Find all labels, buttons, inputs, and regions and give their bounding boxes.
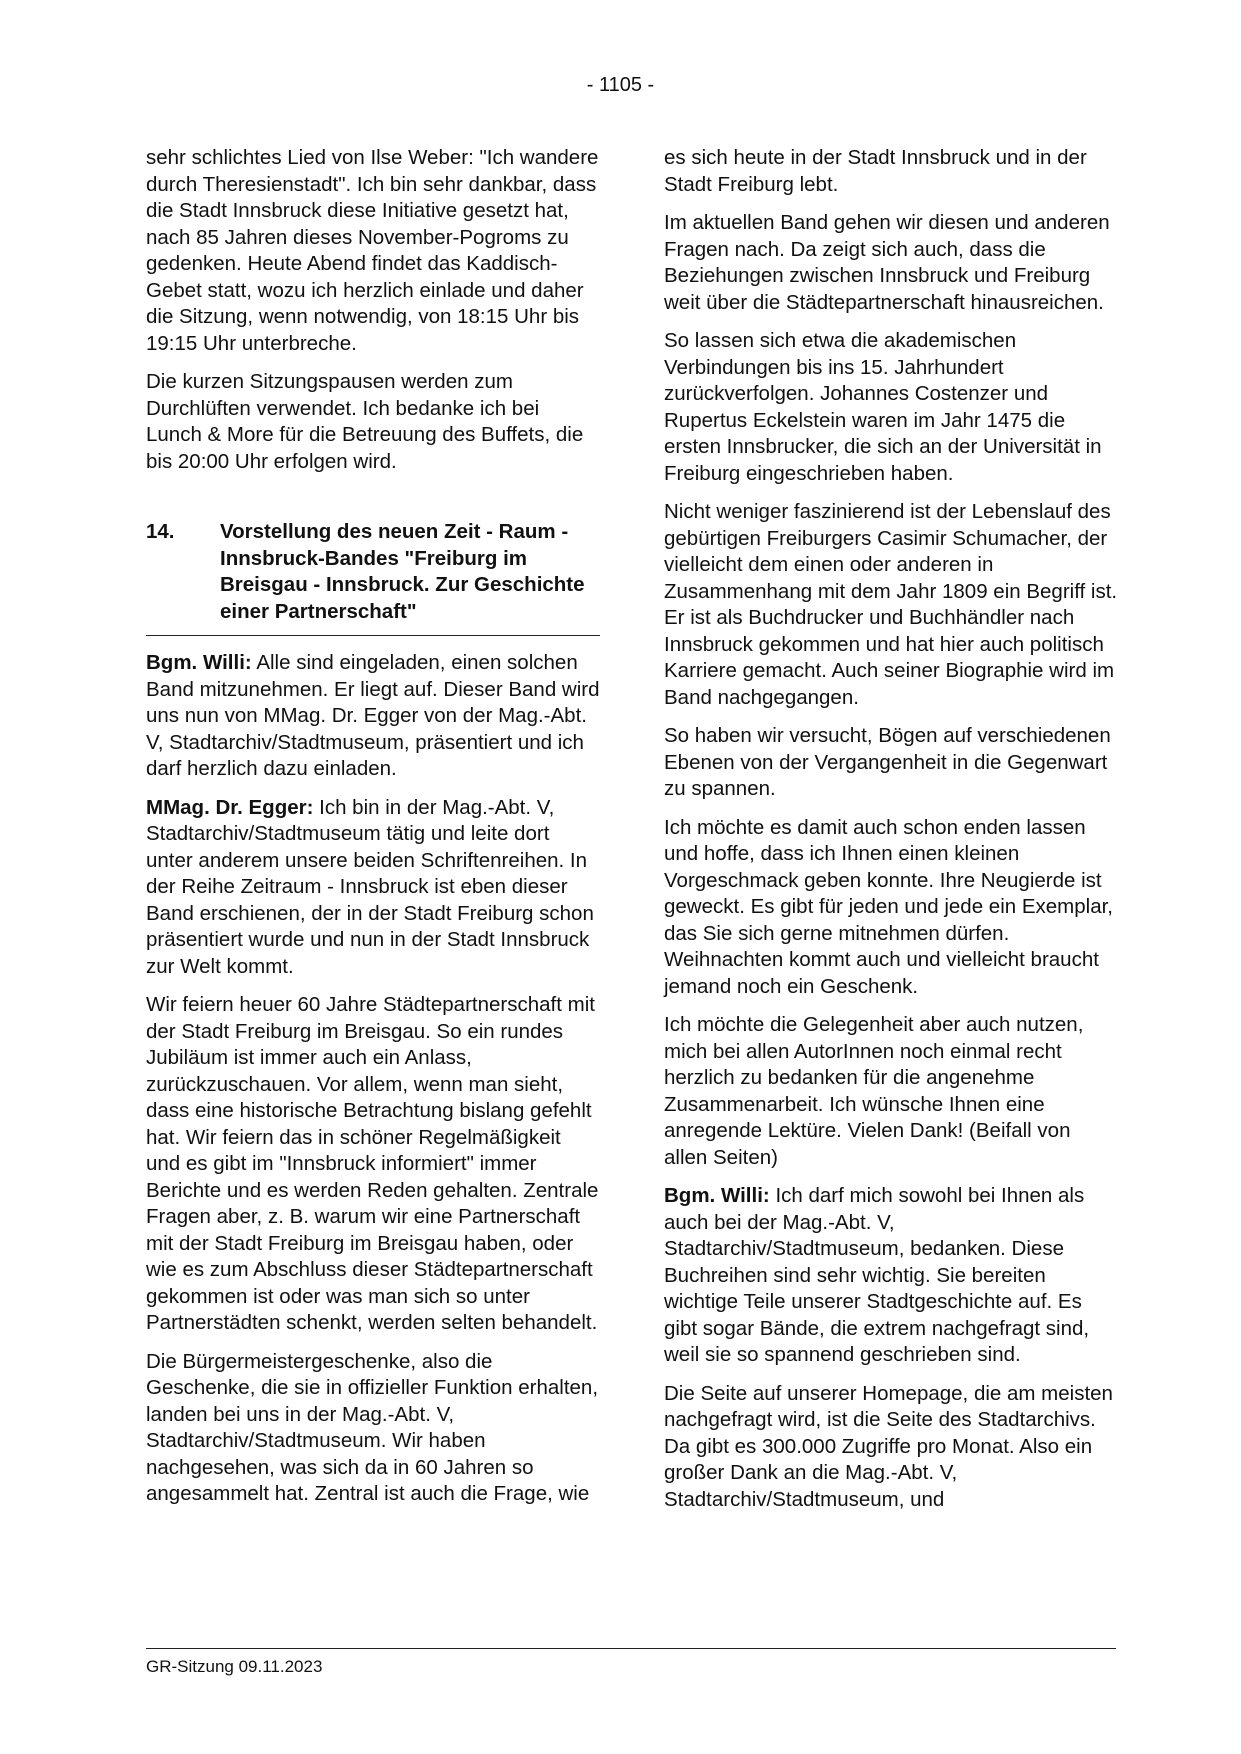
paragraph: So haben wir versucht, Bögen auf verschiedenen Ebenen von der Vergangenheit in die Gegenwart zu spannen.: [664, 724, 1111, 800]
paragraph: es sich heute in der Stadt Innsbruck und in der Stadt Freiburg lebt.: [664, 146, 1087, 196]
agenda-number: 14.: [146, 520, 175, 543]
paragraph: Nicht weniger faszinierend ist der Lebenslauf des gebürtigen Freiburgers Casimir Schumacher, der vielleicht dem einen oder anderen in Zusammenhang mit dem Jahr 1809 ein Begriff ist. Er ist als Buchdrucker und Buchhändler nach Innsbruck gekommen und hat hier auch politisch Karriere gemacht. Auch seiner Biographie wird im Band nachgegangen.: [664, 500, 1118, 709]
paragraph: Die Seite auf unserer Homepage, die am meisten nachgefragt wird, ist die Seite des Stadtarchivs. Da gibt es 300.000 Zugriffe pro Monat. Also ein großer Dank an die Mag.-Abt. V, Stadtarchiv/Stadtmuseum, und: [664, 1381, 1113, 1511]
agenda-item-heading: [146, 519, 600, 636]
speech-paragraph: [146, 650, 600, 783]
paragraph: Ich möchte es damit auch schon enden lassen und hoffe, dass ich Ihnen einen kleinen Vorgeschmack geben konnte. Ihre Neugierde ist geweckt. Es gibt für jeden und jede ein Exemplar, das Sie sich gerne mitnehmen dürfen. Weihnachten kommt auch und vielleicht braucht jemand noch ein Geschenk.: [664, 815, 1113, 998]
paragraph: sehr schlichtes Lied von Ilse Weber: "Ich wandere durch Theresienstadt". Ich bin sehr dankbar, dass die Stadt Innsbruck diese Initiative gesetzt hat, nach 85 Jahren dieses November-Pogroms zu gedenken. Heute Abend findet das Kaddisch-Gebet statt, wozu ich herzlich einlade und daher die Sitzung, wenn notwendig, von 18:15 Uhr bis 19:15 Uhr unterbreche.: [146, 146, 599, 355]
speaker-name: Bgm. Willi:: [146, 651, 252, 674]
page-number: - 1105 -: [586, 74, 655, 96]
speech-text: Ich darf mich sowohl bei Ihnen als auch bei der Mag.-Abt. V, Stadtarchiv/Stadtmuseum, bedanken. Diese Buchreihen sind sehr wichtig. Sie bereiten wichtige Teile unserer Stadtgeschichte auf. Es gibt sogar Bände, die extrem nachgefragt sind, weil sie so spannend geschrieben sind.: [664, 1184, 1090, 1366]
paragraph: Im aktuellen Band gehen wir diesen und anderen Fragen nach. Da zeigt sich auch, dass die Beziehungen zwischen Innsbruck und Freiburg weit über die Städtepartnerschaft hinausreichen.: [664, 211, 1110, 314]
speech-paragraph: [664, 1183, 1118, 1369]
right-column: [664, 145, 1118, 1525]
speech-text: Ich bin in der Mag.-Abt. V, Stadtarchiv/Stadtmuseum tätig und leite dort unter anderem unsere beiden Schriftenreihen. In der Reihe Zeitraum - Innsbruck ist eben dieser Band erschienen, der in der Stadt Freiburg schon präsentiert wurde und nun in der Stadt Innsbruck zur Welt kommt.: [146, 795, 594, 978]
left-column: [146, 145, 600, 1520]
paragraph: Ich möchte die Gelegenheit aber auch nutzen, mich bei allen AutorInnen noch einmal recht herzlich zu bedanken für die angenehme Zusammenarbeit. Ich wünsche Ihnen eine anregende Lektüre. Vielen Dank! (Beifall von allen Seiten): [664, 1013, 1084, 1169]
footer-session-label: GR-Sitzung 09.11.2023: [146, 1657, 323, 1676]
paragraph: Wir feiern heuer 60 Jahre Städtepartnerschaft mit der Stadt Freiburg im Breisgau. So ein rundes Jubiläum ist immer auch ein Anlass, zurückzuschauen. Vor allem, wenn man sieht, dass eine historische Betrachtung bislang gefehlt hat. Wir feiern das in schöner Regelmäßigkeit und es gibt im "Innsbruck informiert" immer Berichte und es werden Reden gehalten. Zentrale Fragen aber, z. B. warum wir eine Partnerschaft mit der Stadt Freiburg im Breisgau haben, oder wie es zum Abschluss dieser Städtepartnerschaft gekommen ist oder was man sich so unter Partnerstädten schenkt, werden selten behandelt.: [146, 993, 599, 1334]
speaker-name: Bgm. Willi:: [664, 1184, 770, 1207]
speech-text: Alle sind eingeladen, einen solchen Band mitzunehmen. Er liegt auf. Dieser Band wird uns nun von MMag. Dr. Egger von der Mag.-Abt. V, Stadtarchiv/Stadtmuseum, präsentiert und ich darf herzlich dazu einladen.: [146, 651, 600, 780]
agenda-title: Vorstellung des neuen Zeit - Raum - Innsbruck-Bandes "Freiburg im Breisgau - Innsbruck. Zur Geschichte einer Partnerschaft": [220, 520, 585, 623]
footer-divider: [146, 1648, 1116, 1649]
paragraph: Die Bürgermeistergeschenke, also die Geschenke, die sie in offizieller Funktion erhalten, landen bei uns in der Mag.-Abt. V, Stadtarchiv/Stadtmuseum. Wir haben nachgesehen, was sich da in 60 Jahren so angesammelt hat. Zentral ist auch die Frage, wie: [146, 1349, 599, 1505]
speech-paragraph: [146, 795, 600, 981]
paragraph: Die kurzen Sitzungspausen werden zum Durchlüften verwendet. Ich bedanke ich bei Lunch & More für die Betreuung des Buffets, die bis 20:00 Uhr erfolgen wird.: [146, 370, 584, 473]
speaker-name: MMag. Dr. Egger:: [146, 795, 314, 819]
paragraph: So lassen sich etwa die akademischen Verbindungen bis ins 15. Jahrhundert zurückverfolgen. Johannes Costenzer und Rupertus Eckelstein waren im Jahr 1475 die ersten Innsbrucker, die sich an der Universität in Freiburg eingeschrieben haben.: [664, 329, 1102, 485]
